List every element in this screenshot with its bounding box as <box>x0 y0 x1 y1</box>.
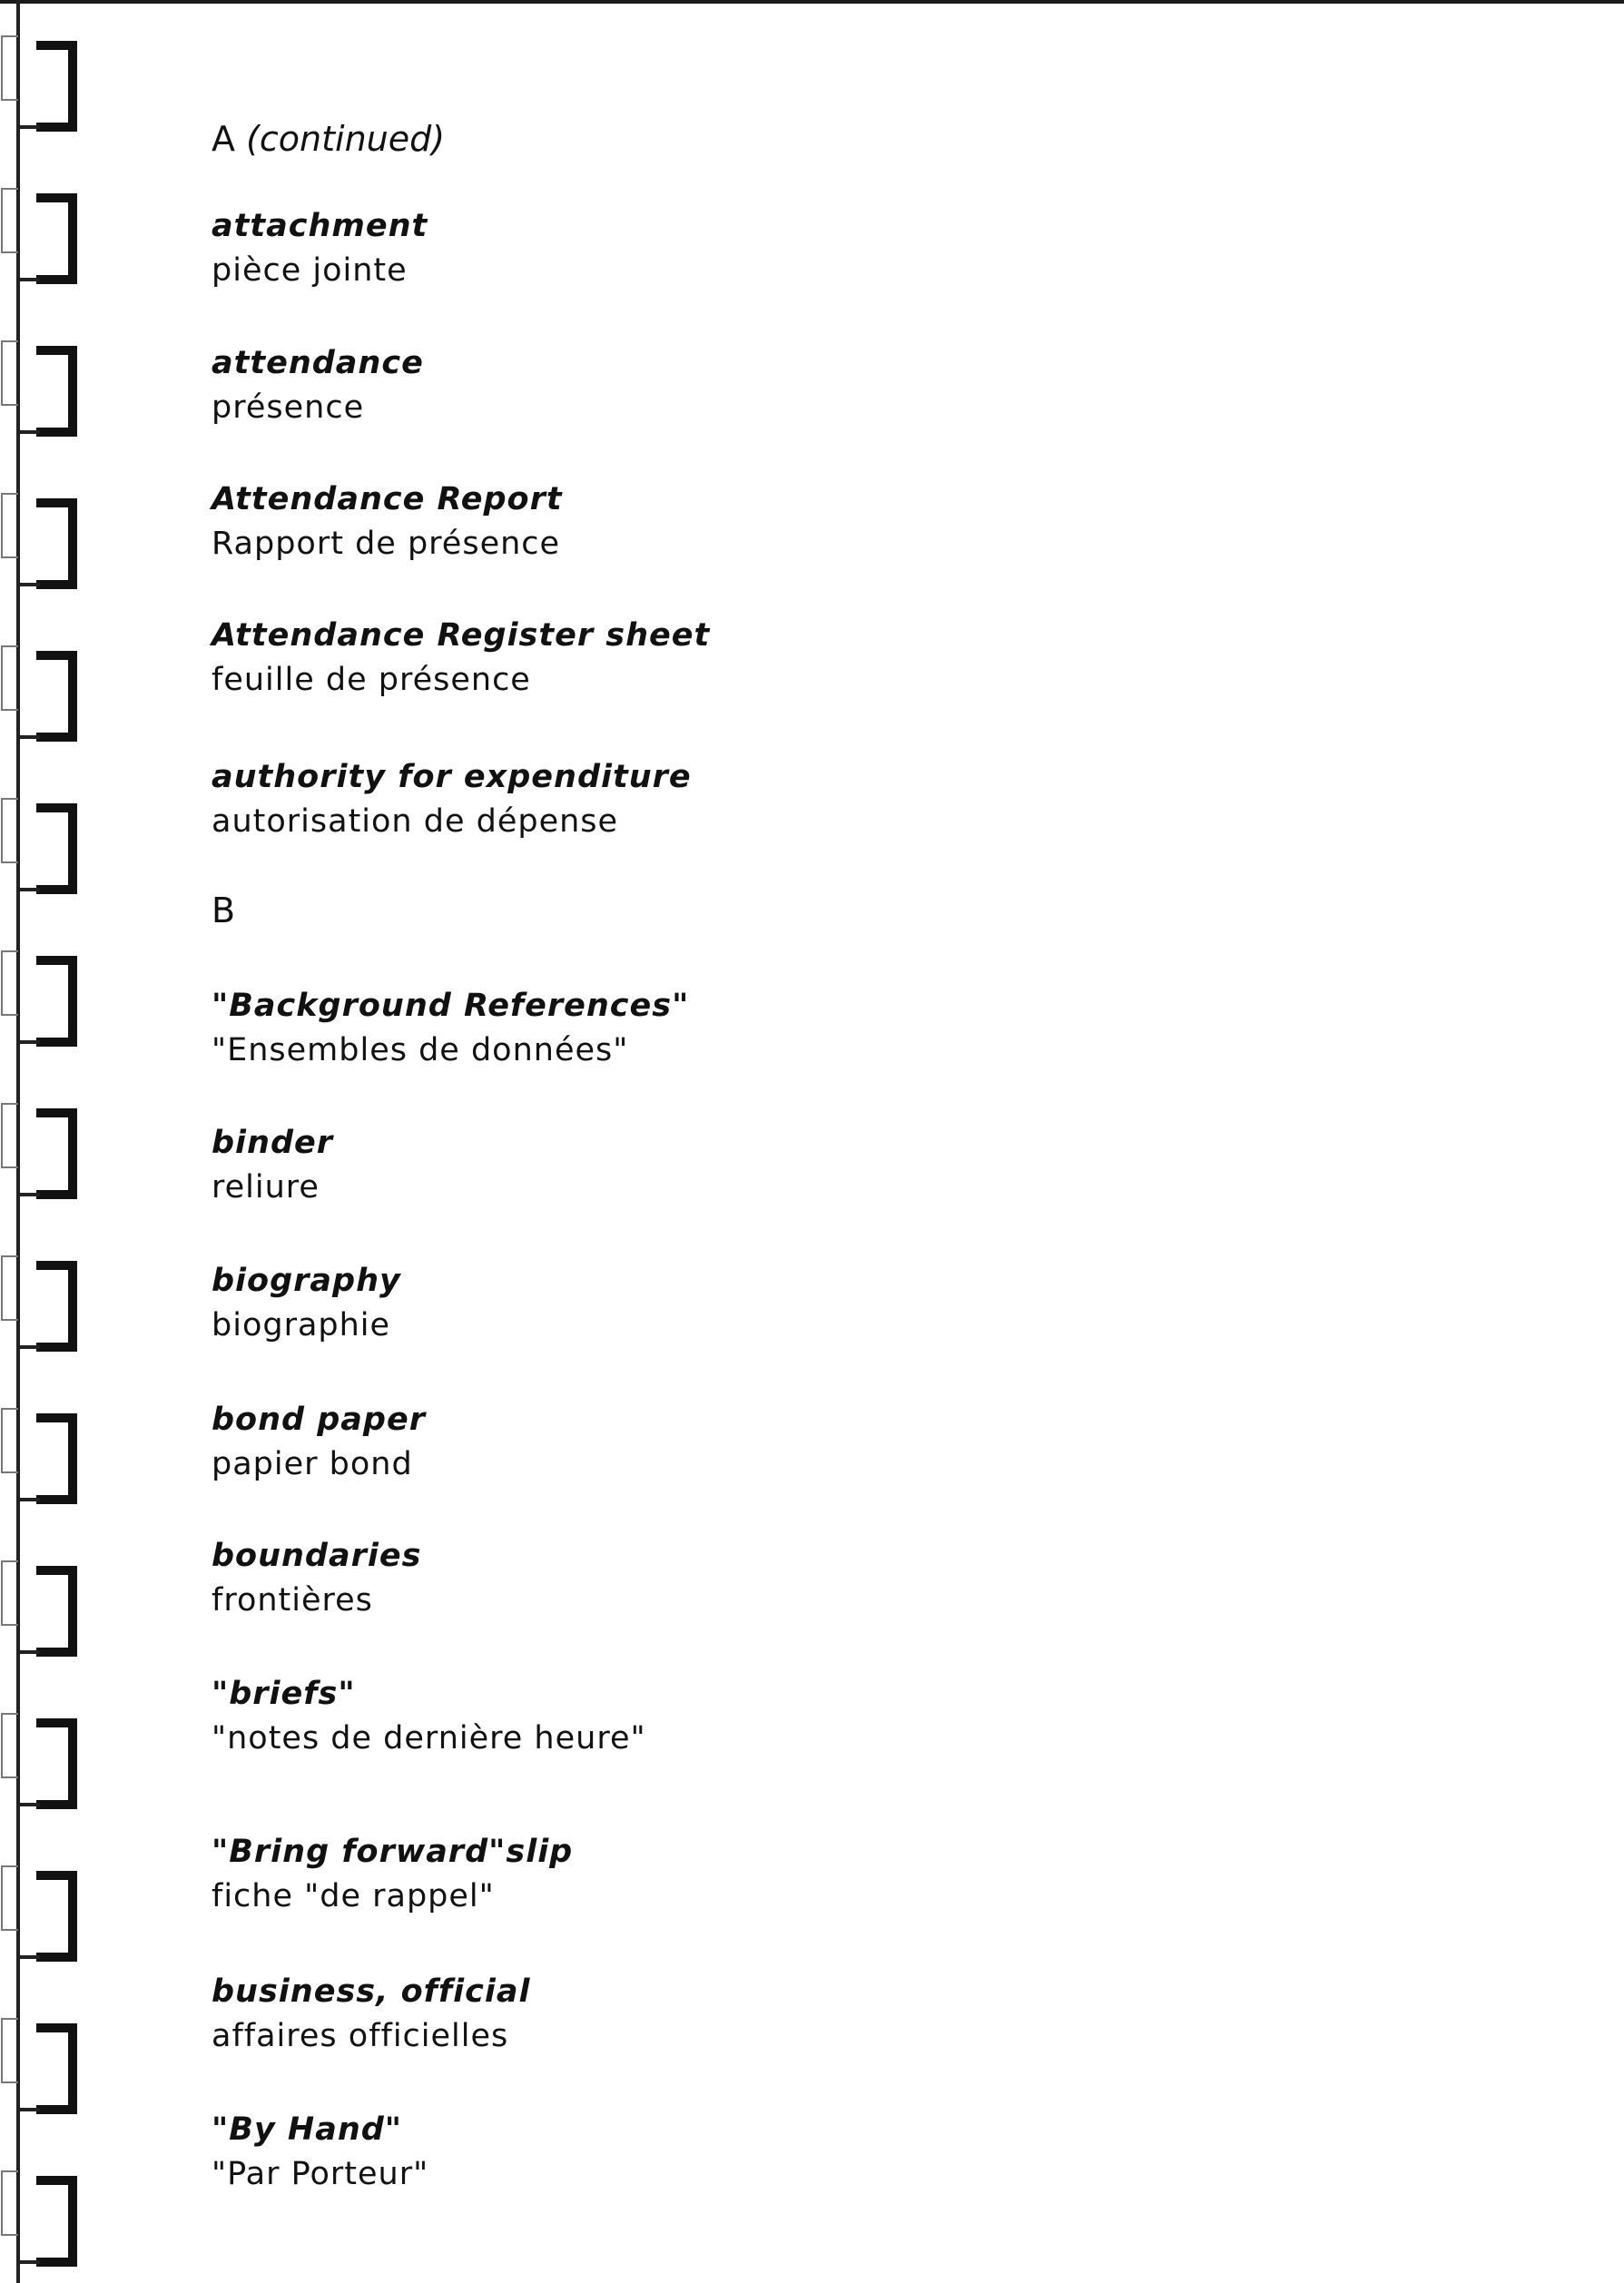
binding-ring-bracket <box>36 1418 73 1500</box>
binding-ring-outline <box>2 1561 18 1625</box>
binding-ring-outline <box>2 799 18 862</box>
spiral-binding <box>0 0 109 2283</box>
entry-translation: fiche "de rappel" <box>212 1878 495 1914</box>
glossary-entry <box>212 1830 573 1919</box>
binding-ring-bracket <box>36 1875 73 1957</box>
entry-term: Attendance Report <box>212 481 563 517</box>
binding-ring-bracket <box>36 655 73 737</box>
glossary-entry <box>212 1398 426 1487</box>
section-a <box>212 118 445 160</box>
glossary-entry <box>212 1672 646 1761</box>
binding-ring-outline <box>2 1866 18 1930</box>
binding-ring-bracket <box>36 808 73 890</box>
binding-ring-outline <box>2 36 18 100</box>
glossary-entry <box>212 984 689 1073</box>
binding-ring-bracket <box>36 350 73 432</box>
binding-ring-bracket <box>36 2028 73 2110</box>
entry-translation: feuille de présence <box>212 662 531 698</box>
binding-ring-bracket <box>36 1723 73 1805</box>
binding-ring-outline <box>2 189 18 252</box>
entry-translation: reliure <box>212 1169 320 1205</box>
binding-ring-bracket <box>36 960 73 1042</box>
binding-ring-outline <box>2 951 18 1015</box>
binding-ring-bracket <box>36 503 73 585</box>
binding-ring-outline <box>2 646 18 710</box>
binding-ring-outline <box>2 1409 18 1472</box>
entry-term: "briefs" <box>212 1676 356 1712</box>
binding-ring-bracket <box>36 1265 73 1347</box>
glossary-entry <box>212 1259 401 1348</box>
binding-ring-outline <box>2 341 18 405</box>
entry-term: "By Hand" <box>212 2111 403 2148</box>
binding-ring-outline <box>2 1104 18 1167</box>
entry-term: biography <box>212 1263 401 1299</box>
glossary-entry <box>212 755 692 844</box>
entry-term: boundaries <box>212 1538 422 1574</box>
entry-term: attendance <box>212 345 424 381</box>
binding-ring-bracket <box>36 198 73 280</box>
section-note: (continued) <box>246 119 446 159</box>
entry-translation: "Par Porteur" <box>212 2156 429 2192</box>
binding-ring-bracket <box>36 45 73 127</box>
entry-translation: pièce jointe <box>212 252 408 289</box>
entry-term: "Background References" <box>212 988 690 1024</box>
binding-ring-outline <box>2 1256 18 1320</box>
entry-translation: Rapport de présence <box>212 526 561 562</box>
entry-term: bond paper <box>212 1402 426 1438</box>
glossary-entry <box>212 341 424 430</box>
entry-translation: autorisation de dépense <box>212 803 619 840</box>
glossary-entry <box>212 477 563 566</box>
binding-ring-outline <box>2 2019 18 2082</box>
binding-ring-outline <box>2 494 18 557</box>
section-heading-b <box>212 890 235 931</box>
entry-translation: frontières <box>212 1582 373 1619</box>
entry-term: Attendance Register sheet <box>212 617 711 654</box>
section-heading-a <box>212 118 445 160</box>
glossary-entry <box>212 204 428 293</box>
entry-translation: papier bond <box>212 1446 413 1482</box>
entry-term: "Bring forward"slip <box>212 1834 574 1870</box>
section-letter: A <box>212 119 235 159</box>
glossary-entry <box>212 1121 333 1210</box>
entry-term: attachment <box>212 208 428 244</box>
entry-term: binder <box>212 1125 334 1161</box>
entry-translation: "notes de dernière heure" <box>212 1720 646 1757</box>
glossary-entry <box>212 2108 428 2197</box>
binding-ring-outline <box>2 2171 18 2235</box>
entry-translation: "Ensembles de données" <box>212 1032 629 1068</box>
entry-translation: affaires officielles <box>212 2018 509 2054</box>
entry-term: business, official <box>212 1973 531 2010</box>
binding-ring-bracket <box>36 1113 73 1195</box>
binding-ring-bracket <box>36 2180 73 2262</box>
top-border-rule <box>0 0 1624 4</box>
entry-translation: biographie <box>212 1307 391 1343</box>
entry-term: authority for expenditure <box>212 759 692 795</box>
binding-ring-bracket <box>36 1570 73 1652</box>
entry-translation: présence <box>212 389 365 426</box>
glossary-entry <box>212 1970 530 2059</box>
binding-ring-outline <box>2 1714 18 1777</box>
glossary-entry <box>212 614 710 703</box>
section-b <box>212 890 235 931</box>
glossary-entry <box>212 1534 421 1623</box>
section-letter: B <box>212 891 236 930</box>
